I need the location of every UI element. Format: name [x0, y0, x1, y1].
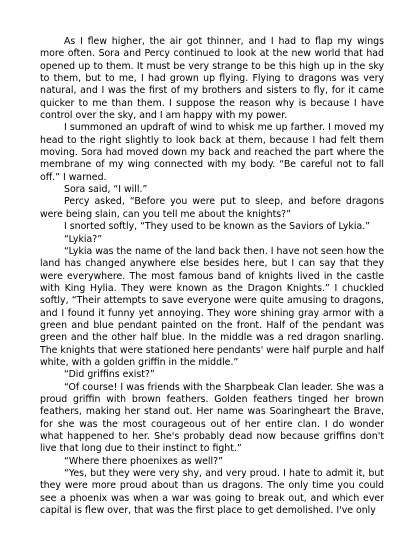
paragraph: “Lykia?”: [64, 233, 103, 245]
paragraph: Percy asked, “Before you were put to sleep, and before dragons were being slain, can you tell me about the knights?”: [40, 196, 384, 220]
paragraph: I snorted softly, “They used to be known as the Saviors of Lykia.”: [64, 221, 371, 233]
paragraph: “Did griffins exist?”: [64, 369, 155, 381]
paragraph: “Of course! I was friends with the Sharpbeak Clan leader. She was a proud griffin with brown feathers. Golden feathers tinged her brown feathers, making her stand out. Her name was Soaringheart the Brave, for she was the most courageous out of her entire clan. I do wonder what happened to her. She's probably dead now because griffins don't live that long due to their instinct to fight.”: [40, 381, 384, 455]
paragraph: “Where there phoenixes as well?”: [64, 455, 223, 467]
paragraph: “Yes, but they were very shy, and very proud. I hate to admit it, but they were more proud about than us dragons. The only time you could see a phoenix was when a war was going to break out, and which ever capital is flew over, that was the first place to get demolished. I've only: [40, 468, 384, 517]
paragraph: As I flew higher, the air got thinner, and I had to flap my wings more often. Sora and Percy continued to look at the new world that had opened up to them. It must be very strange to be this high up in the sky to them, but to me, I had grown up flying. Flying to dragons was very natural, and I was the first of my brothers and sisters to fly, for it came quicker to me than them. I suppose the reason why is because I have control over the sky, and I am happy with my power.: [40, 36, 384, 122]
paragraph: Sora said, “I will.”: [64, 184, 148, 196]
paragraph: I summoned an updraft of wind to whisk me up farther. I moved my head to the right slightly to look back at them, because I had felt them moving. Sora had moved down my back and reached the part where the membrane of my wing connected with my body. “Be careful not to fall off.” I warned.: [40, 122, 384, 183]
story-text: [40, 36, 384, 517]
paragraph: “Lykia was the name of the land back then. I have not seen how the land has changed anywhere else besides here, but I can say that they were everywhere. The most famous band of knights lived in the castle with King Hylia. They were known as the Dragon Knights.” I chuckled softly, “Their attempts to save everyone were quite amusing to dragons, and I found it funny yet annoying. They wore shining gray armor with a green and blue pendant painted on the front. Half of the pendant was green and the other half blue. In the middle was a red dragon snarling. The knights that were stationed here pendants' were half purple and half white, with a golden griffin in the middle.”: [40, 245, 384, 368]
